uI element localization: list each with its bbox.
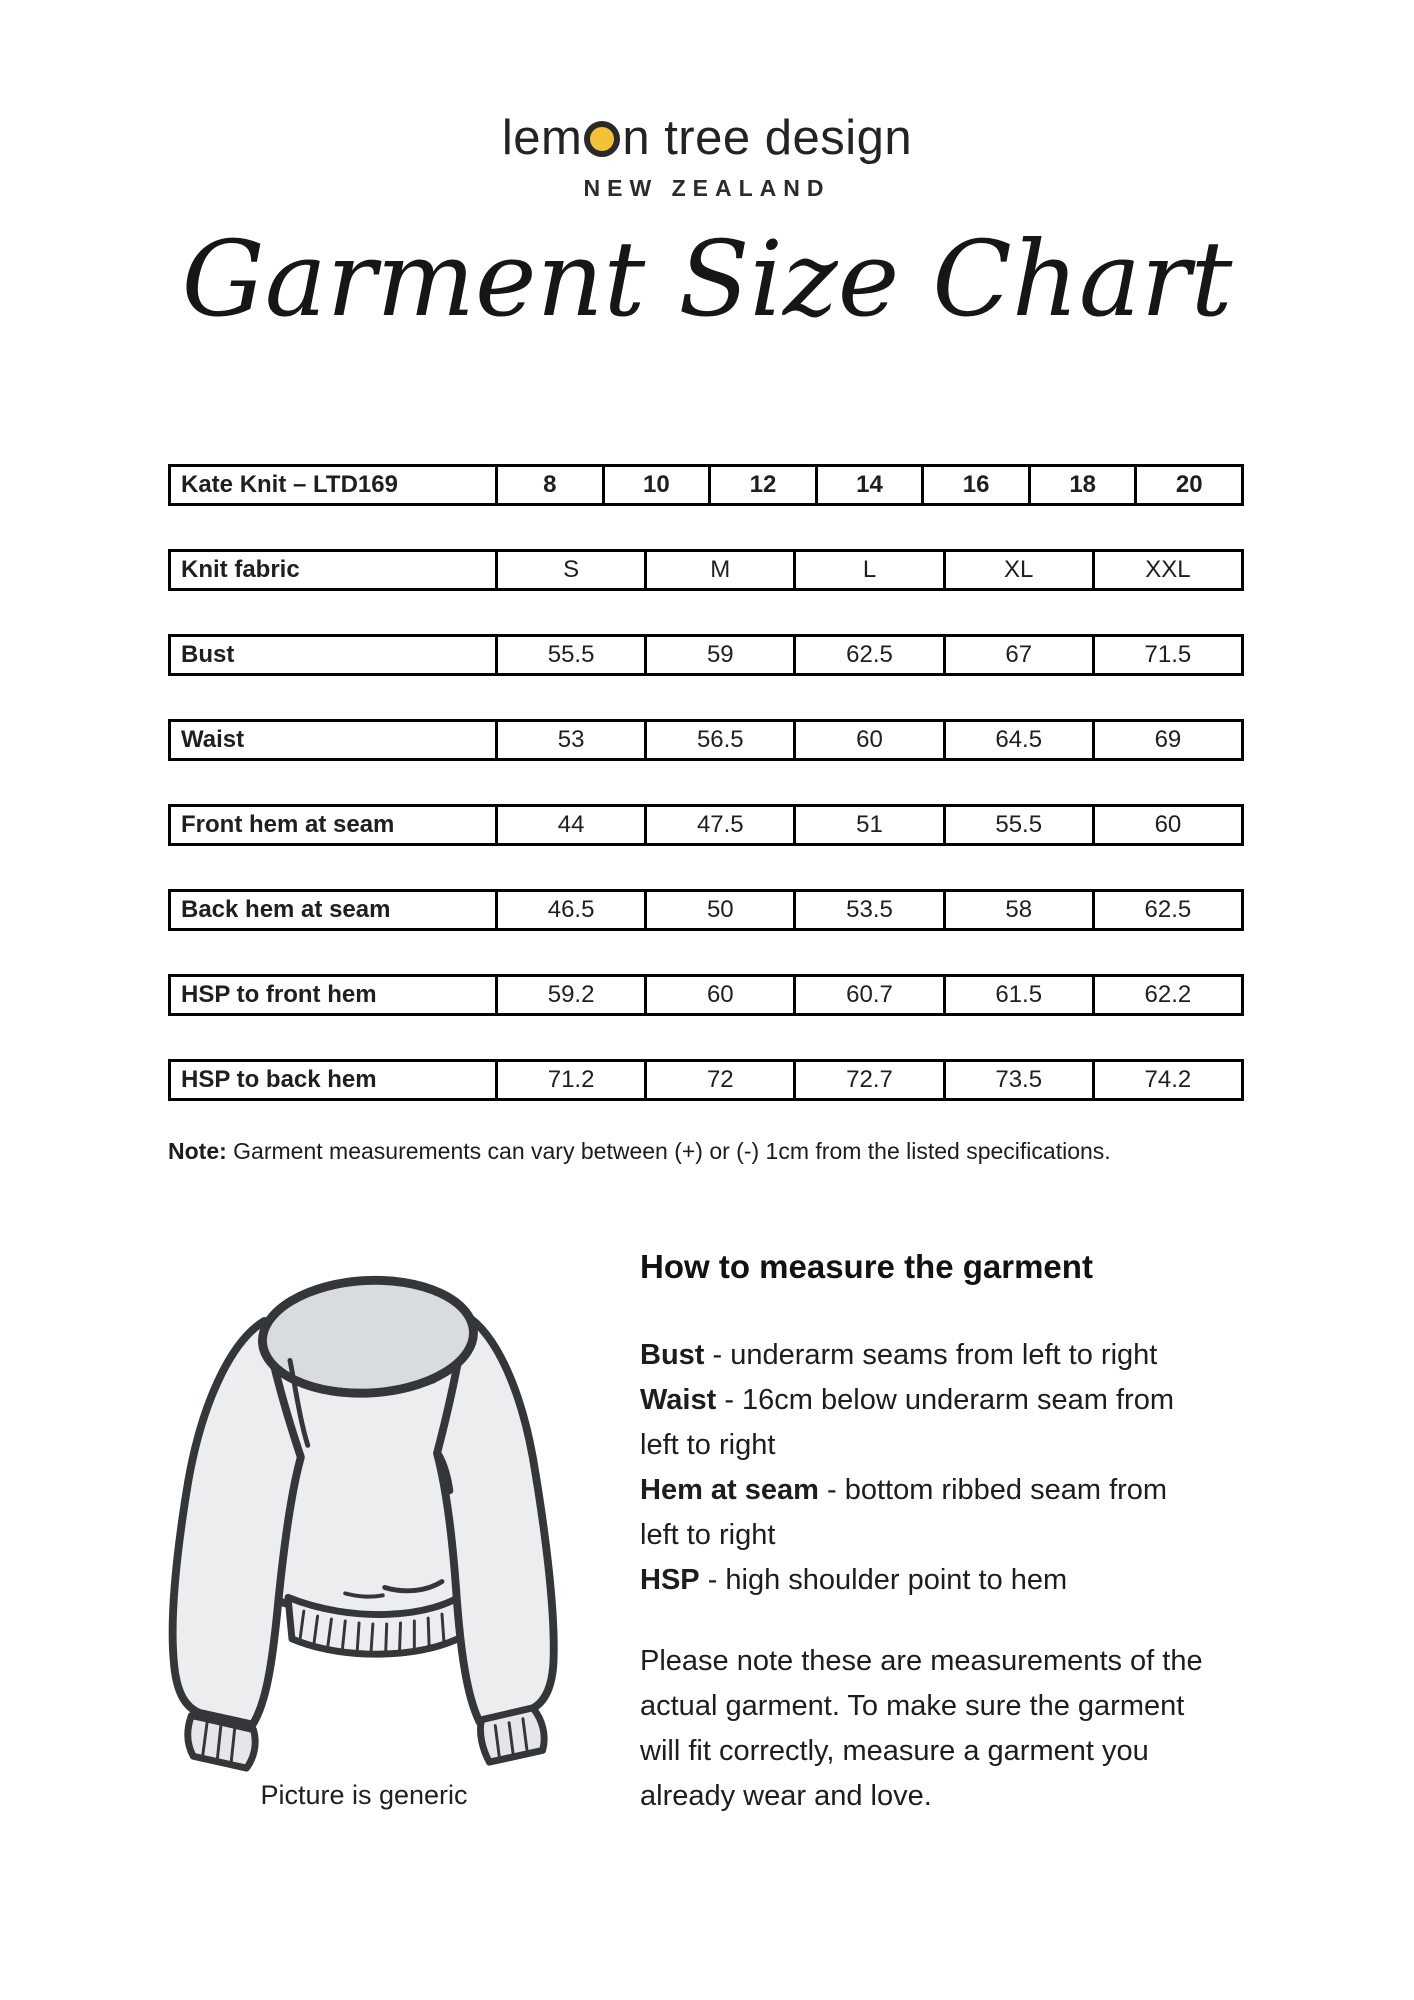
- size-cell: 71.2: [495, 1062, 644, 1098]
- size-cell: 8: [495, 467, 602, 503]
- size-cell: 61.5: [943, 977, 1092, 1013]
- definition-line: [640, 1378, 1265, 1423]
- size-cell: L: [793, 552, 942, 588]
- size-cell: 50: [644, 892, 793, 928]
- garment-figure: [133, 1242, 595, 1811]
- table-row: [168, 549, 1244, 591]
- definition-text: left to right: [640, 1429, 776, 1461]
- logo-text-after: n tree design: [622, 111, 913, 165]
- definition-line: [640, 1333, 1265, 1378]
- row-label: Front hem at seam: [181, 811, 395, 838]
- row-label: Back hem at seam: [181, 896, 391, 923]
- definition-line: [640, 1558, 1265, 1603]
- size-cell: 60.7: [793, 977, 942, 1013]
- definition-line: [640, 1513, 1265, 1558]
- size-cell: 72.7: [793, 1062, 942, 1098]
- size-cell: 46.5: [495, 892, 644, 928]
- size-cell: 62.2: [1092, 977, 1241, 1013]
- table-row: [168, 634, 1244, 676]
- sweater-left-sleeve: [173, 1321, 301, 1725]
- page-title: Garment Size Chart: [181, 218, 1233, 340]
- size-cell: 55.5: [943, 807, 1092, 843]
- size-cell: 58: [943, 892, 1092, 928]
- size-cell: 55.5: [495, 637, 644, 673]
- how-to-section: [640, 1248, 1265, 1819]
- size-cell: 69: [1092, 722, 1241, 758]
- size-cell: 64.5: [943, 722, 1092, 758]
- sweater-illustration: [133, 1242, 595, 1775]
- definition-term: Hem at seam: [640, 1474, 819, 1506]
- definition-text: left to right: [640, 1519, 776, 1551]
- definition-term: Bust: [640, 1339, 705, 1371]
- measure-definitions: [640, 1333, 1265, 1603]
- note-label: Note:: [168, 1138, 227, 1164]
- size-cell: 60: [1092, 807, 1241, 843]
- definition-text: - underarm seams from left to right: [704, 1339, 1158, 1371]
- table-row: [168, 889, 1244, 931]
- size-cell: 62.5: [793, 637, 942, 673]
- how-to-heading: How to measure the garment: [640, 1248, 1093, 1285]
- row-label: Bust: [181, 641, 235, 668]
- size-cell: 12: [708, 467, 815, 503]
- definition-line: [640, 1423, 1265, 1468]
- row-label: HSP to front hem: [181, 981, 377, 1008]
- size-cell: 73.5: [943, 1062, 1092, 1098]
- table-row: [168, 719, 1244, 761]
- sweater-right-sleeve: [437, 1315, 554, 1722]
- fit-note-paragraph: [640, 1639, 1265, 1819]
- size-cell: 53.5: [793, 892, 942, 928]
- definition-text: - 16cm below underarm seam from: [716, 1384, 1174, 1416]
- definition-term: HSP: [640, 1564, 700, 1596]
- size-cell: 18: [1028, 467, 1135, 503]
- size-cell: M: [644, 552, 793, 588]
- size-cell: 14: [815, 467, 922, 503]
- size-cell: 56.5: [644, 722, 793, 758]
- definition-text: - high shoulder point to hem: [699, 1564, 1068, 1596]
- size-cell: 59: [644, 637, 793, 673]
- paragraph-line: will fit correctly, measure a garment you: [640, 1735, 1149, 1767]
- size-cell: 72: [644, 1062, 793, 1098]
- size-cell: 53: [495, 722, 644, 758]
- size-cell: 16: [921, 467, 1028, 503]
- size-cell: 67: [943, 637, 1092, 673]
- definition-text: - bottom ribbed seam from: [818, 1474, 1168, 1506]
- note-text: Garment measurements can vary between (+) or (-) 1cm from the listed specifications.: [226, 1138, 1111, 1164]
- size-cell: S: [495, 552, 644, 588]
- size-cell: 74.2: [1092, 1062, 1241, 1098]
- size-cell: 60: [793, 722, 942, 758]
- table-row: [168, 1059, 1244, 1101]
- table-row: [168, 804, 1244, 846]
- size-cell: 62.5: [1092, 892, 1241, 928]
- size-cell: 60: [644, 977, 793, 1013]
- row-label: Kate Knit – LTD169: [181, 471, 398, 498]
- note: [168, 1138, 1111, 1165]
- table-row: [168, 974, 1244, 1016]
- lemon-dot-icon: [584, 121, 620, 157]
- size-cell: 47.5: [644, 807, 793, 843]
- size-cell: 59.2: [495, 977, 644, 1013]
- size-cell: 44: [495, 807, 644, 843]
- row-label: Knit fabric: [181, 556, 300, 583]
- size-cell: 10: [602, 467, 709, 503]
- size-cell: 51: [793, 807, 942, 843]
- definition-term: Waist: [640, 1384, 717, 1416]
- paragraph-line: actual garment. To make sure the garment: [640, 1690, 1185, 1722]
- logo-subtitle: NEW ZEALAND: [583, 175, 831, 201]
- paragraph-line: Please note these are measurements of the: [640, 1645, 1203, 1677]
- row-label: Waist: [181, 726, 245, 753]
- brand-name: [0, 110, 1414, 166]
- logo-text-before: lem: [501, 111, 583, 165]
- definition-line: [640, 1468, 1265, 1513]
- size-cell: XXL: [1092, 552, 1241, 588]
- paragraph-line: already wear and love.: [640, 1780, 932, 1812]
- size-cell: 20: [1134, 467, 1241, 503]
- size-cell: XL: [943, 552, 1092, 588]
- size-chart-table: [168, 464, 1244, 1144]
- brand-logo: [0, 110, 1414, 202]
- figure-caption: Picture is generic: [260, 1780, 468, 1810]
- size-cell: 71.5: [1092, 637, 1241, 673]
- table-row: [168, 464, 1244, 506]
- row-label: HSP to back hem: [181, 1066, 377, 1093]
